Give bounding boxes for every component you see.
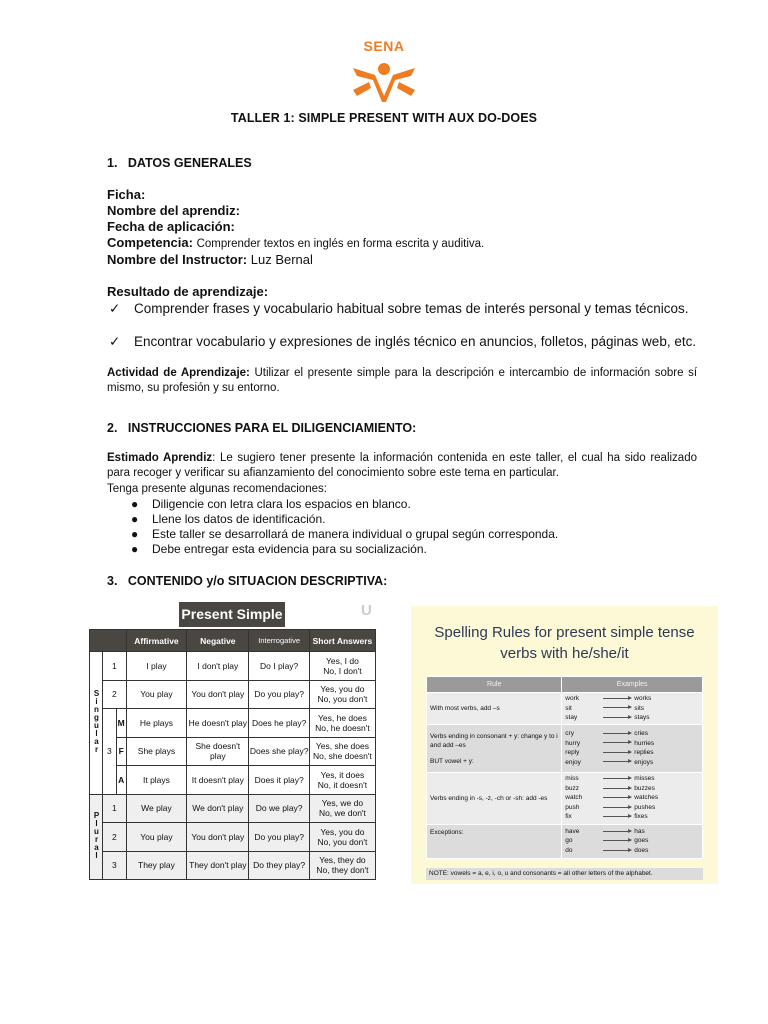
arrow-icon	[603, 797, 631, 798]
recommendation-text: Diligencie con letra clara los espacios en blanco.	[152, 497, 411, 511]
table-row	[90, 709, 376, 738]
affirmative-cell: You play	[126, 823, 187, 852]
watermark-icon: U	[361, 602, 372, 619]
recommendation-item	[131, 512, 325, 527]
spelling-rules-image	[411, 606, 718, 884]
short-answer-cell: Yes, he does No, he doesn't	[309, 709, 375, 738]
section-3-heading: 3. CONTENIDO y/o SITUACION DESCRIPTIVA:	[107, 574, 388, 588]
affirmative-cell: I play	[126, 652, 187, 681]
fecha-label: Fecha de aplicación:	[107, 219, 235, 234]
table-row	[427, 772, 703, 824]
short-answer-cell: Yes, it does No, it doesn't	[309, 766, 375, 795]
examples-cell: miss misses buzz buzzes watch watches push pushes fix fixes	[562, 772, 703, 824]
rule-cell: Exceptions:	[427, 824, 562, 858]
short-answer-cell: Yes, you do No, you don't	[309, 680, 375, 709]
actividad-label: Actividad de Aprendizaje:	[107, 367, 250, 379]
section-1-heading: 1. DATOS GENERALES	[107, 156, 252, 170]
person-cell: 1	[103, 794, 127, 823]
header-short-answers: Short Answers	[309, 630, 375, 652]
negative-cell: They don't play	[187, 851, 249, 880]
header-spacer	[90, 630, 127, 652]
table-row	[427, 824, 703, 858]
table-row	[90, 851, 376, 880]
instructor-value: Luz Bernal	[250, 252, 313, 267]
pronoun-cell: M	[116, 709, 126, 738]
resultado-text: Comprender frases y vocabulario habitual sobre temas de interés personal y temas técnicos.	[134, 301, 689, 316]
arrow-icon	[603, 752, 631, 753]
recommendation-item	[131, 527, 558, 542]
arrow-icon	[603, 831, 631, 832]
present-simple-table-image	[89, 602, 376, 884]
negative-cell: He doesn't play	[187, 709, 249, 738]
arrow-icon	[603, 717, 631, 718]
checkmark-icon: ✓	[109, 334, 121, 349]
bullet-icon: ●	[131, 527, 139, 541]
table-row	[427, 693, 703, 725]
recommendation-item	[131, 497, 411, 512]
bullet-icon: ●	[131, 497, 139, 511]
negative-cell: She doesn't play	[187, 737, 249, 766]
rule-cell: Verbs ending in -s, -z, -ch or -sh: add -es	[427, 772, 562, 824]
spelling-rules-title: Spelling Rules for present simple tense verbs with he/she/it	[434, 624, 695, 662]
interrogative-cell: Do we play?	[249, 794, 309, 823]
instructor-line	[107, 252, 313, 269]
spelling-note: NOTE: vowels = a, e, i, o, u and consonants = all other letters of the alphabet.	[426, 868, 703, 880]
short-answer-cell: Yes, you do No, you don't	[309, 823, 375, 852]
sena-logo-text: SENA	[363, 38, 405, 54]
resultado-label: Resultado de aprendizaje:	[107, 284, 269, 299]
arrow-icon	[603, 850, 631, 851]
estimado-label: Estimado Aprendiz	[107, 452, 213, 464]
arrow-icon	[603, 761, 631, 762]
ficha-label: Ficha:	[107, 187, 146, 202]
plural-label: Plural	[90, 794, 103, 880]
arrow-icon	[603, 807, 631, 808]
recommendation-text: Llene los datos de identificación.	[152, 512, 326, 526]
recommendation-item	[131, 542, 427, 557]
header-examples: Examples	[562, 677, 703, 693]
competencia-label: Competencia:	[107, 235, 193, 250]
table-header-row	[90, 630, 376, 652]
section-2-heading: 2. INSTRUCCIONES PARA EL DILIGENCIAMIENTO:	[107, 421, 417, 435]
examples-cell: cry cries hurry hurries reply replies enjoy enjoys	[562, 724, 703, 772]
short-answer-cell: Yes, she does No, she doesn't	[309, 737, 375, 766]
interrogative-cell: Does it play?	[249, 766, 309, 795]
pronoun-cell: F	[116, 737, 126, 766]
arrow-icon	[603, 816, 631, 817]
table-row	[90, 652, 376, 681]
table-row	[90, 823, 376, 852]
header-affirmative: Affirmative	[126, 630, 187, 652]
short-answer-cell: Yes, they do No, they don't	[309, 851, 375, 880]
rule-cell: Verbs ending in consonant + y: change y to i and add –es BUT vowel + y:	[427, 724, 562, 772]
person-cell: 3	[103, 709, 117, 795]
tenga-text: Tenga presente algunas recomendaciones:	[107, 483, 327, 495]
header-interrogative: Interrogative	[249, 630, 309, 652]
present-simple-title: Present Simple	[179, 602, 285, 627]
pronoun-cell: A	[116, 766, 126, 795]
bullet-icon: ●	[131, 512, 139, 526]
negative-cell: It doesn't play	[187, 766, 249, 795]
sena-logo	[345, 38, 423, 104]
short-answer-cell: Yes, I do No, I don't	[309, 652, 375, 681]
singular-label: Singular	[90, 652, 103, 795]
arrow-icon	[603, 788, 631, 789]
affirmative-cell: They play	[126, 851, 187, 880]
table-row	[90, 737, 376, 766]
actividad-value: Utilizar el presente simple para la descripción e intercambio de información sobre sí mismo, su profesión y su entorno.	[107, 367, 698, 394]
competencia-value: Comprender textos en inglés en forma escrita y auditiva.	[196, 238, 485, 250]
negative-cell: You don't play	[187, 823, 249, 852]
interrogative-cell: Does he play?	[249, 709, 309, 738]
affirmative-cell: It plays	[126, 766, 187, 795]
interrogative-cell: Do they play?	[249, 851, 309, 880]
arrow-icon	[603, 778, 631, 779]
spelling-rules-table	[426, 676, 703, 859]
nombre-aprendiz-label: Nombre del aprendiz:	[107, 203, 240, 218]
interrogative-cell: Do I play?	[249, 652, 309, 681]
header-rule: Rule	[427, 677, 562, 693]
estimado-paragraph	[107, 451, 697, 481]
table-row	[427, 724, 703, 772]
interrogative-cell: Do you play?	[249, 680, 309, 709]
examples-cell: have has go goes do does	[562, 824, 703, 858]
affirmative-cell: He plays	[126, 709, 187, 738]
arrow-icon	[603, 742, 631, 743]
actividad-paragraph	[107, 366, 697, 396]
examples-cell: work works sit sits stay stays	[562, 693, 703, 725]
table-row	[90, 766, 376, 795]
present-simple-table	[89, 629, 376, 880]
negative-cell: We don't play	[187, 794, 249, 823]
negative-cell: I don't play	[187, 652, 249, 681]
negative-cell: You don't play	[187, 680, 249, 709]
affirmative-cell: We play	[126, 794, 187, 823]
arrow-icon	[603, 840, 631, 841]
checkmark-icon: ✓	[109, 301, 121, 316]
table-row	[90, 794, 376, 823]
competencia-line	[107, 235, 484, 253]
arrow-icon	[603, 698, 631, 699]
recommendation-text: Este taller se desarrollará de manera individual o grupal según corresponda.	[152, 527, 559, 541]
resultado-item	[109, 301, 697, 317]
person-cell: 1	[103, 652, 127, 681]
instructor-label: Nombre del Instructor:	[107, 252, 248, 267]
interrogative-cell: Does she play?	[249, 737, 309, 766]
estimado-text: : Le sugiero tener presente la información contenida en este taller, el cual ha sido realizado para recoger y verificar su afianzamiento del conocimiento sobre este tema en particular.	[107, 452, 697, 479]
resultado-item	[109, 334, 697, 350]
person-cell: 2	[103, 823, 127, 852]
arrow-icon	[603, 707, 631, 708]
bullet-icon: ●	[131, 542, 139, 556]
affirmative-cell: You play	[126, 680, 187, 709]
table-header-row	[427, 677, 703, 693]
arrow-icon	[603, 733, 631, 734]
affirmative-cell: She plays	[126, 737, 187, 766]
header-negative: Negative	[187, 630, 249, 652]
recommendation-text: Debe entregar esta evidencia para su socialización.	[152, 542, 427, 556]
short-answer-cell: Yes, we do No, we don't	[309, 794, 375, 823]
person-cell: 3	[103, 851, 127, 880]
page-title: TALLER 1: SIMPLE PRESENT WITH AUX DO-DOES	[230, 111, 538, 125]
table-row	[90, 680, 376, 709]
resultado-text: Encontrar vocabulario y expresiones de inglés técnico en anuncios, folletos, páginas web, etc.	[134, 334, 697, 349]
rule-cell: With most verbs, add –s	[427, 693, 562, 725]
interrogative-cell: Do you play?	[249, 823, 309, 852]
person-cell: 2	[103, 680, 127, 709]
